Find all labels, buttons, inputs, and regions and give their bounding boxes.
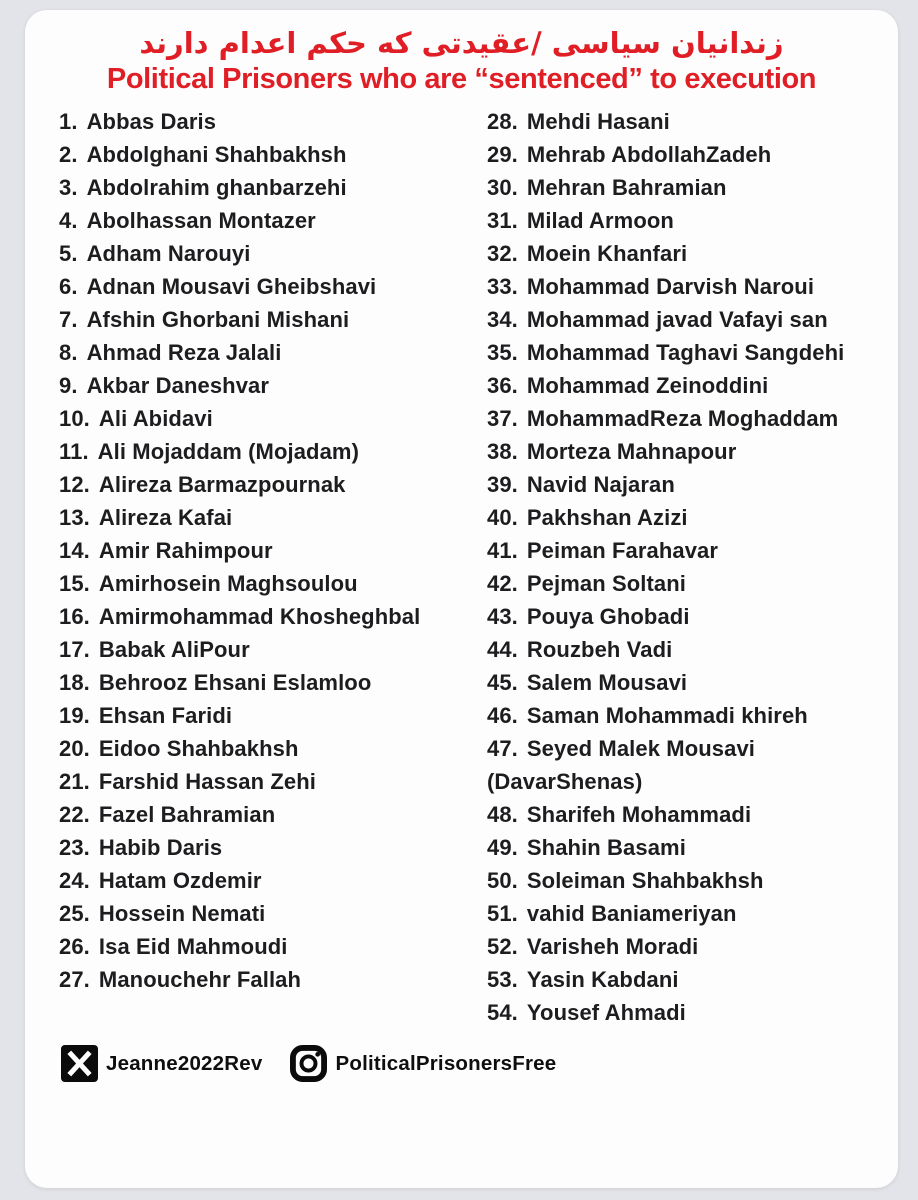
- item-number: 42.: [487, 571, 518, 597]
- item-name: Abolhassan Montazer: [86, 208, 316, 234]
- item-name: Adnan Mousavi Gheibshavi: [86, 274, 377, 300]
- item-name: Salem Mousavi: [526, 670, 688, 696]
- item-name: Pakhshan Azizi: [526, 505, 688, 531]
- item-name: Shahin Basami: [526, 835, 686, 861]
- item-name: Mehran Bahramian: [526, 175, 727, 201]
- prisoner-list-left: [59, 105, 487, 1029]
- list-item: [59, 765, 487, 798]
- item-number: 2.: [59, 142, 78, 168]
- item-name: Milad Armoon: [526, 208, 674, 234]
- list-item: [487, 600, 891, 633]
- item-number: 11.: [59, 439, 89, 465]
- item-number: 15.: [59, 571, 90, 597]
- list-item: [487, 831, 891, 864]
- item-number: 48.: [487, 802, 518, 828]
- item-name: Morteza Mahnapour: [526, 439, 737, 465]
- list-item: [59, 732, 487, 765]
- item-name: Adham Narouyi: [86, 241, 251, 267]
- item-number: 45.: [487, 670, 518, 696]
- item-name: Sharifeh Mohammadi: [526, 802, 752, 828]
- item-name: Eidoo Shahbakhsh: [98, 736, 299, 762]
- list-item: [59, 105, 487, 138]
- item-name: Pouya Ghobadi: [526, 604, 690, 630]
- list-item: [59, 534, 487, 567]
- list-item: [59, 666, 487, 699]
- item-number: 36.: [487, 373, 518, 399]
- list-item: [59, 468, 487, 501]
- prisoner-list-right: [487, 105, 891, 1029]
- list-item: [59, 963, 487, 996]
- list-item: [59, 633, 487, 666]
- item-name: Afshin Ghorbani Mishani: [86, 307, 350, 333]
- item-number: 8.: [59, 340, 78, 366]
- item-number: 49.: [487, 835, 518, 861]
- item-name: Amirmohammad Khosheghbal: [98, 604, 421, 630]
- item-name: Habib Daris: [98, 835, 223, 861]
- list-item: [59, 237, 487, 270]
- item-number: 38.: [487, 439, 518, 465]
- item-number: 47.: [487, 736, 518, 762]
- item-name: Manouchehr Fallah: [98, 967, 302, 993]
- item-number: 13.: [59, 505, 90, 531]
- item-number: 43.: [487, 604, 518, 630]
- list-item: [487, 798, 891, 831]
- list-item: [487, 138, 891, 171]
- item-number: 12.: [59, 472, 90, 498]
- item-name: Yasin Kabdani: [526, 967, 679, 993]
- list-item: [59, 336, 487, 369]
- item-name: MohammadReza Moghaddam: [526, 406, 839, 432]
- item-name: Yousef Ahmadi: [526, 1000, 686, 1026]
- item-number: 26.: [59, 934, 90, 960]
- item-name: vahid Baniameriyan: [526, 901, 737, 927]
- list-item: [487, 402, 891, 435]
- item-name: Moein Khanfari: [526, 241, 688, 267]
- list-item: [59, 897, 487, 930]
- item-number: 50.: [487, 868, 518, 894]
- list-item: [59, 303, 487, 336]
- item-name: Mohammad Zeinoddini: [526, 373, 769, 399]
- item-number: 22.: [59, 802, 90, 828]
- list-item: [59, 864, 487, 897]
- item-number: 25.: [59, 901, 90, 927]
- list-item: [487, 171, 891, 204]
- item-name: Pejman Soltani: [526, 571, 686, 597]
- item-name: Amirhosein Maghsoulou: [98, 571, 358, 597]
- item-number: 21.: [59, 769, 90, 795]
- list-item: [487, 501, 891, 534]
- list-item: [59, 567, 487, 600]
- item-number: 52.: [487, 934, 518, 960]
- item-number: 23.: [59, 835, 90, 861]
- item-number: 20.: [59, 736, 90, 762]
- item-name: Hossein Nemati: [98, 901, 266, 927]
- list-item: [487, 963, 891, 996]
- instagram-handle: PoliticalPrisonersFree: [335, 1051, 557, 1075]
- list-item: [487, 435, 891, 468]
- item-number: 51.: [487, 901, 518, 927]
- item-number: 32.: [487, 241, 518, 267]
- item-name: Ali Mojaddam (Mojadam): [97, 439, 359, 465]
- item-number: 9.: [59, 373, 78, 399]
- list-item: [59, 435, 487, 468]
- item-number: 4.: [59, 208, 78, 234]
- item-number: 10.: [59, 406, 90, 432]
- item-name: Mohammad javad Vafayi san: [526, 307, 828, 333]
- item-number: 3.: [59, 175, 78, 201]
- list-item: [487, 534, 891, 567]
- item-number: 35.: [487, 340, 518, 366]
- item-name: Saman Mohammadi khireh: [526, 703, 808, 729]
- list-item: [59, 699, 487, 732]
- item-number: 34.: [487, 307, 518, 333]
- item-number: 53.: [487, 967, 518, 993]
- item-name: Akbar Daneshvar: [86, 373, 270, 399]
- list-item: [487, 105, 891, 138]
- item-name: Amir Rahimpour: [98, 538, 273, 564]
- item-number: 29.: [487, 142, 518, 168]
- item-name: Alireza Barmazpournak: [98, 472, 346, 498]
- item-name: Ahmad Reza Jalali: [86, 340, 282, 366]
- item-number: 27.: [59, 967, 90, 993]
- prisoner-columns: [25, 96, 898, 1029]
- list-item: [487, 897, 891, 930]
- title-english: Political Prisoners who are “sentenced” to execution: [106, 63, 817, 96]
- list-item: [487, 864, 891, 897]
- list-item: [487, 732, 891, 798]
- item-name: Rouzbeh Vadi: [526, 637, 673, 663]
- item-number: 41.: [487, 538, 518, 564]
- list-item: [59, 171, 487, 204]
- item-number: 33.: [487, 274, 518, 300]
- list-item: [59, 204, 487, 237]
- list-item: [59, 600, 487, 633]
- item-name: Peiman Farahavar: [526, 538, 719, 564]
- item-name: Soleiman Shahbakhsh: [526, 868, 764, 894]
- list-item: [487, 369, 891, 402]
- list-item: [59, 402, 487, 435]
- item-number: 44.: [487, 637, 518, 663]
- item-number: 31.: [487, 208, 518, 234]
- list-item: [487, 996, 891, 1029]
- item-number: 24.: [59, 868, 90, 894]
- list-item: [487, 699, 891, 732]
- list-item: [487, 567, 891, 600]
- x-twitter-icon: [61, 1045, 98, 1082]
- item-name: Abdolghani Shahbakhsh: [86, 142, 347, 168]
- item-number: 39.: [487, 472, 518, 498]
- item-name: Ali Abidavi: [98, 406, 213, 432]
- list-item: [487, 336, 891, 369]
- item-name: Ehsan Faridi: [98, 703, 233, 729]
- list-item: [487, 303, 891, 336]
- list-item: [59, 798, 487, 831]
- item-name: Mehdi Hasani: [526, 109, 670, 135]
- list-item: [487, 930, 891, 963]
- item-number: 17.: [59, 637, 90, 663]
- item-number: 28.: [487, 109, 518, 135]
- item-number: 6.: [59, 274, 78, 300]
- item-name: Farshid Hassan Zehi: [98, 769, 316, 795]
- list-item: [59, 930, 487, 963]
- list-item: [59, 138, 487, 171]
- item-name: Varisheh Moradi: [526, 934, 699, 960]
- item-name: Navid Najaran: [526, 472, 675, 498]
- social-footer: [61, 1045, 898, 1082]
- list-item: [487, 468, 891, 501]
- instagram-icon: [290, 1045, 327, 1082]
- item-name: Behrooz Ehsani Eslamloo: [98, 670, 372, 696]
- poster-card: [25, 10, 898, 1188]
- list-item: [487, 666, 891, 699]
- list-item: [487, 204, 891, 237]
- x-handle: Jeanne2022Rev: [106, 1051, 263, 1075]
- item-name: Mohammad Darvish Naroui: [526, 274, 815, 300]
- item-number: 40.: [487, 505, 518, 531]
- item-number: 19.: [59, 703, 90, 729]
- item-number: 54.: [487, 1000, 518, 1026]
- item-name: Mehrab AbdollahZadeh: [526, 142, 772, 168]
- item-number: 46.: [487, 703, 518, 729]
- item-name: Abdolrahim ghanbarzehi: [86, 175, 347, 201]
- item-number: 30.: [487, 175, 518, 201]
- item-name: Isa Eid Mahmoudi: [98, 934, 288, 960]
- list-item: [59, 270, 487, 303]
- list-item: [487, 633, 891, 666]
- item-name: Alireza Kafai: [98, 505, 233, 531]
- item-number: 5.: [59, 241, 78, 267]
- item-name: Abbas Daris: [86, 109, 217, 135]
- list-item: [59, 831, 487, 864]
- item-number: 37.: [487, 406, 518, 432]
- item-number: 7.: [59, 307, 78, 333]
- item-number: 14.: [59, 538, 90, 564]
- item-name: Fazel Bahramian: [98, 802, 276, 828]
- title-persian: زندانیان سیاسی /عقیدتی که حکم اعدام دارند: [139, 26, 784, 60]
- list-item: [59, 501, 487, 534]
- item-name: Hatam Ozdemir: [98, 868, 262, 894]
- item-name: Seyed Malek Mousavi (DavarShenas): [487, 736, 755, 795]
- item-name: Mohammad Taghavi Sangdehi: [526, 340, 845, 366]
- list-item: [487, 237, 891, 270]
- item-number: 16.: [59, 604, 90, 630]
- item-number: 1.: [59, 109, 78, 135]
- list-item: [59, 369, 487, 402]
- list-item: [487, 270, 891, 303]
- item-name: Babak AliPour: [98, 637, 250, 663]
- item-number: 18.: [59, 670, 90, 696]
